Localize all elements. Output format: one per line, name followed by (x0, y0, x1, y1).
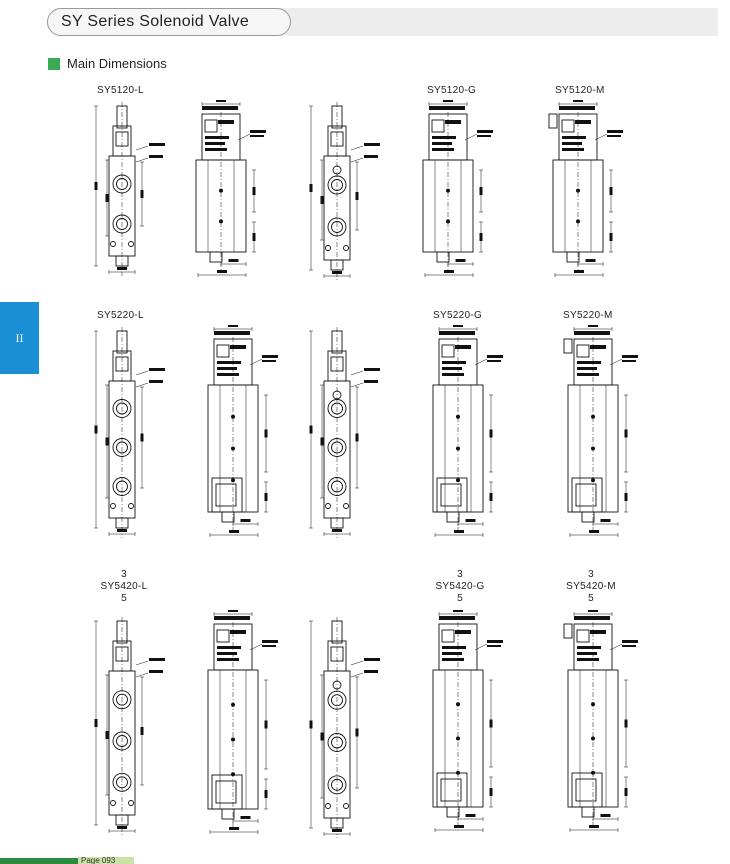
drawing-front-sy5420-alt (305, 615, 380, 840)
drawing-front-sy5120-alt (305, 100, 380, 282)
drawing-side-sy5420-g (425, 610, 505, 835)
drawing-front-sy5220-alt (305, 325, 380, 540)
model-name: SY5420-G (435, 581, 485, 592)
model-label-sy5420-m (563, 569, 619, 605)
section-title: Main Dimensions (67, 56, 167, 71)
port-number-bottom: 5 (588, 593, 594, 604)
model-label-sy5220-l: SY5220-L (97, 310, 144, 321)
model-label-sy5120-l: SY5120-L (97, 85, 144, 96)
model-label-sy5220-m: SY5220-M (563, 310, 613, 321)
model-name: SY5420-M (566, 581, 616, 592)
model-label-sy5120-m: SY5120-M (555, 85, 605, 96)
model-name: SY5420-L (100, 581, 148, 592)
model-label-sy5120-g: SY5120-G (427, 85, 477, 96)
drawing-side-sy5120-l (188, 100, 268, 280)
model-label-sy5420-g (433, 569, 487, 605)
model-label-sy5420-l (97, 569, 151, 605)
drawing-side-sy5420-l (200, 610, 280, 837)
drawing-front-sy5420-l (90, 615, 165, 837)
drawing-front-sy5120-l (90, 100, 165, 278)
model-label-sy5220-g: SY5220-G (433, 310, 483, 321)
footer-bar (0, 858, 78, 864)
port-number-bottom: 5 (121, 593, 127, 604)
page-title: SY Series Solenoid Valve (47, 8, 291, 36)
drawing-front-sy5220-l (90, 325, 165, 540)
drawing-side-sy5120-m (545, 100, 630, 280)
section-bullet-icon (48, 58, 60, 70)
drawing-side-sy5220-m (560, 325, 640, 540)
port-number-top: 3 (121, 569, 127, 580)
page-number: Page 093 (78, 857, 134, 864)
drawing-side-sy5120-g (415, 100, 497, 280)
port-number-top: 3 (457, 569, 463, 580)
chapter-tab[interactable]: II (0, 302, 39, 374)
drawing-side-sy5220-g (425, 325, 505, 540)
port-number-bottom: 5 (457, 593, 463, 604)
drawing-side-sy5220-l (200, 325, 280, 540)
drawing-side-sy5420-m (560, 610, 640, 835)
port-number-top: 3 (588, 569, 594, 580)
